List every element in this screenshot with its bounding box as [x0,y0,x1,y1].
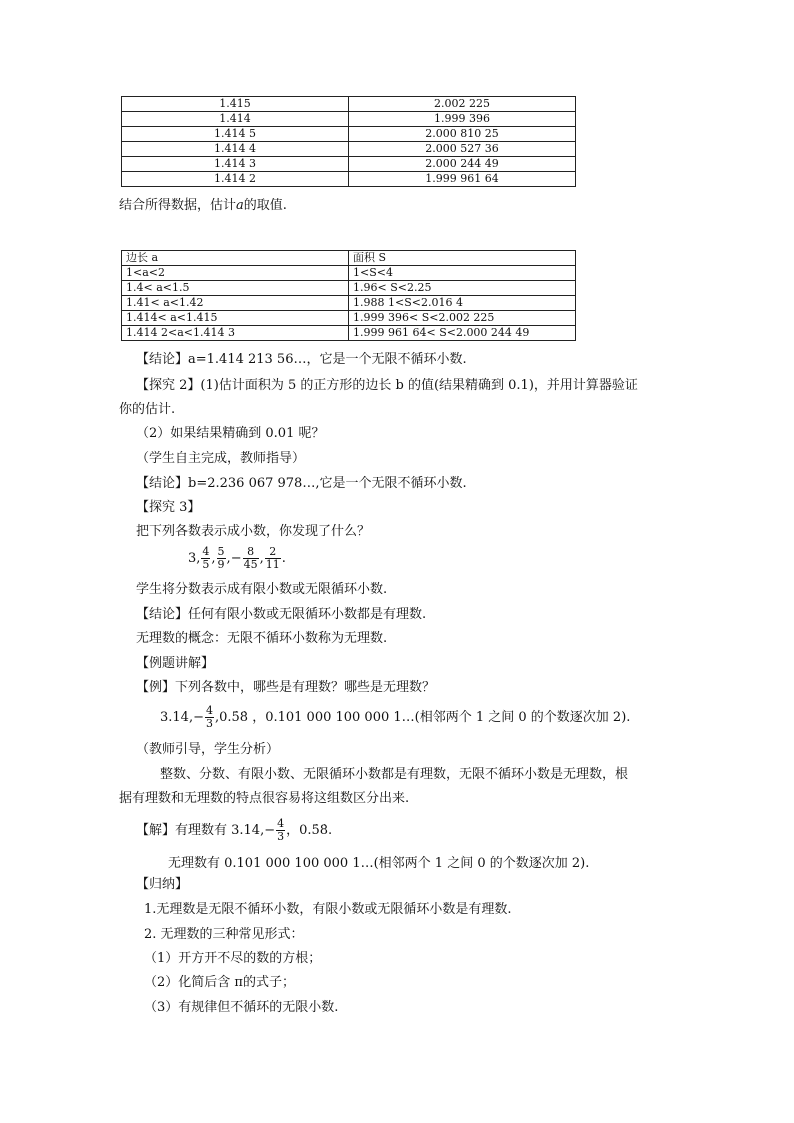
table-row [122,326,576,341]
table-row [122,311,576,326]
summary-2a: （1）开方开不尽的数的方根； [144,951,322,966]
conclusion-3: 【结论】任何有限小数或无限循环小数都是有理数. [136,607,427,622]
side-range-cell: 1.4< a<1.5 [122,281,349,296]
example-header: 【例题讲解】 [136,656,215,671]
frac-lead: 3, [188,551,201,566]
explore-2-line2: 你的估计. [119,402,176,417]
irrational-answer: 无理数有 0.101 000 100 000 1…(相邻两个 1 之间 0 的个数逐次加 2). [168,856,590,871]
table-row [122,296,576,311]
definition: 无理数的概念：无限不循环小数称为无理数. [136,631,388,646]
fraction-2-11: $\frac{2}{11}$ [265,545,280,571]
analysis-line-1: 整数、分数、有限小数、无限循环小数都是有理数，无限不循环小数是无理数，根 [160,767,629,782]
side-length-cell: 1.414 4 [122,142,349,157]
solution: 【解】有理数有 3.14,− $\frac{4}{3}$ ，0.5̇8̇. [136,817,333,843]
teacher-guide: （教师引导，学生分析） [136,742,280,757]
table-row [122,97,576,112]
header-cell: 边长 a [122,251,349,266]
summary-header: 【归纳】 [136,877,189,892]
explore-2-line1: 【探究 2】(1)估计面积为 5 的正方形的边长 b 的值(结果精确到 0.1)，并用计算器验证 [136,378,638,393]
question-2: （2）如果结果精确到 0.01 呢？ [136,426,325,441]
area-cell: 1.999 961 64 [349,172,576,187]
side-range-cell: 1<a<2 [122,266,349,281]
area-cell: 2.002 225 [349,97,576,112]
solution-fraction-4-3: $\frac{4}{3}$ [277,817,285,843]
table-row [122,142,576,157]
table-row [122,127,576,142]
estimate-prompt [119,198,287,214]
side-range-cell: 1.41< a<1.42 [122,296,349,311]
area-cell: 2.000 527 36 [349,142,576,157]
fraction-4-5: $\frac{4}{5}$ [202,545,210,571]
task-3: 把下列各数表示成小数，你发现了什么？ [136,524,371,539]
fraction-8-45: $\frac{8}{45}$ [243,545,258,571]
fraction-4-3: $\frac{4}{3}$ [205,704,213,730]
fraction-5-9: $\frac{5}{9}$ [217,545,225,571]
header-cell: 面积 S [349,251,576,266]
summary-2: 2. 无理数的三种常见形式： [144,927,304,942]
side-range-cell: 1.414 2<a<1.414 3 [122,326,349,341]
estimate-prompt-end: 的取值. [243,198,287,213]
example-numbers: 3.14,− $\frac{4}{3}$ ,0.5̇8̇ ，0.101 000 100 000 1…(相邻两个 1 之间 0 的个数逐次加 2). [160,704,631,730]
example-question: 【例】下列各数中，哪些是有理数？哪些是无理数？ [136,680,436,695]
area-range-cell: 1.999 396< S<2.002 225 [349,311,576,326]
table-row [122,157,576,172]
area-cell: 2.000 244 49 [349,157,576,172]
side-length-cell: 1.415 [122,97,349,112]
table-row [122,172,576,187]
area-range-cell: 1.988 1<S<2.016 4 [349,296,576,311]
area-range-cell: 1.999 961 64< S<2.000 244 49 [349,326,576,341]
self-study-note: （学生自主完成，教师指导） [136,451,306,466]
table-row [122,266,576,281]
table-header-row [122,251,576,266]
conclusion-2: 【结论】b=2.236 067 978…,它是一个无限不循环小数. [136,476,467,491]
side-length-cell: 1.414 2 [122,172,349,187]
side-length-cell: 1.414 [122,112,349,127]
value-table [121,96,576,187]
summary-2c: （3）有规律但不循环的无限小数. [144,1000,339,1015]
table-row [122,281,576,296]
range-table [121,250,576,341]
estimate-prompt-text: 结合所得数据，估计 [119,198,237,213]
table-row [122,112,576,127]
area-range-cell: 1<S<4 [349,266,576,281]
area-cell: 1.999 396 [349,112,576,127]
side-range-cell: 1.414< a<1.415 [122,311,349,326]
estimate-var: a [236,198,244,213]
analysis-line-2: 据有理数和无理数的特点很容易将这组数区分出来. [119,791,410,806]
conclusion-1: 【结论】a=1.414 213 56…，它是一个无限不循环小数. [136,352,467,367]
summary-1: 1.无理数是无限不循环小数，有限小数或无限循环小数是有理数. [144,902,512,917]
area-cell: 2.000 810 25 [349,127,576,142]
side-length-cell: 1.414 5 [122,127,349,142]
explore-3: 【探究 3】 [136,500,201,515]
fraction-list: 3, $\frac{4}{5}$ , $\frac{5}{9}$ ,− $\frac{8}{45}$ , $\frac{2}{11}$ . [188,545,286,571]
area-range-cell: 1.96< S<2.25 [349,281,576,296]
frac-minus: − [230,551,242,566]
summary-2b: （2）化简后含 π的式子； [144,975,295,990]
side-length-cell: 1.414 3 [122,157,349,172]
student-task: 学生将分数表示成有限小数或无限循环小数. [136,582,388,597]
